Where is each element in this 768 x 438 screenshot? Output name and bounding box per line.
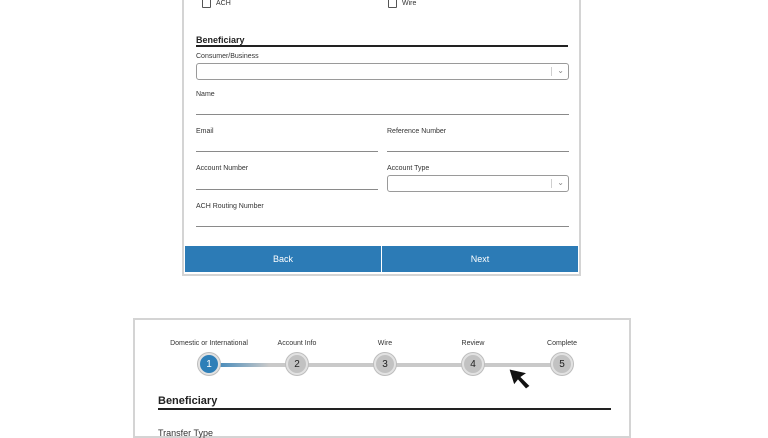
mouse-pointer-icon: [508, 368, 532, 392]
account-type-select[interactable]: [387, 175, 569, 192]
account-number-input[interactable]: [196, 189, 378, 190]
step-3-circle[interactable]: 3: [374, 353, 396, 375]
ach-checkbox-row[interactable]: [202, 0, 231, 8]
chevron-down-icon[interactable]: ⌄: [557, 66, 564, 75]
step-2-circle[interactable]: 2: [286, 353, 308, 375]
back-button[interactable]: Back: [185, 246, 381, 272]
ach-routing-number-label: ACH Routing Number: [196, 203, 264, 210]
email-label: Email: [196, 128, 214, 135]
ach-checkbox[interactable]: [202, 0, 211, 8]
heading-divider-2: [158, 408, 611, 410]
reference-number-input[interactable]: [387, 151, 569, 152]
next-button[interactable]: Next: [382, 246, 578, 272]
step-label-account-info: Account Info: [277, 340, 317, 347]
account-number-label: Account Number: [196, 165, 249, 172]
step-label-wire: Wire: [377, 340, 393, 347]
email-input[interactable]: [196, 151, 378, 152]
beneficiary-form-card: [182, 0, 581, 276]
step-5-circle[interactable]: 5: [551, 353, 573, 375]
wire-checkbox-row[interactable]: [388, 0, 416, 8]
reference-number-label: Reference Number: [387, 128, 447, 135]
beneficiary-heading-2: Beneficiary: [158, 395, 218, 407]
name-input[interactable]: [196, 114, 569, 115]
chevron-down-icon[interactable]: ⌄: [557, 178, 564, 187]
consumer-business-label: Consumer/Business: [196, 53, 259, 60]
wire-checkbox[interactable]: [388, 0, 397, 8]
select-separator: [551, 179, 552, 188]
step-label-domestic-international: Domestic or International: [170, 340, 248, 347]
step-1-circle[interactable]: 1: [198, 353, 220, 375]
account-type-label: Account Type: [387, 165, 430, 172]
ach-routing-number-input[interactable]: [196, 226, 569, 227]
wizard-stepper-card: [133, 318, 631, 438]
step-label-complete: Complete: [547, 340, 577, 347]
step-label-review: Review: [461, 340, 485, 347]
beneficiary-heading: Beneficiary: [196, 35, 245, 45]
name-label: Name: [196, 91, 215, 98]
consumer-business-select[interactable]: [196, 63, 569, 80]
select-separator: [551, 67, 552, 76]
ach-checkbox-label: ACH: [216, 0, 231, 7]
step-4-circle[interactable]: 4: [462, 353, 484, 375]
heading-divider: [196, 45, 568, 47]
transfer-type-label: Transfer Type: [158, 428, 214, 438]
wire-checkbox-label: Wire: [402, 0, 417, 7]
